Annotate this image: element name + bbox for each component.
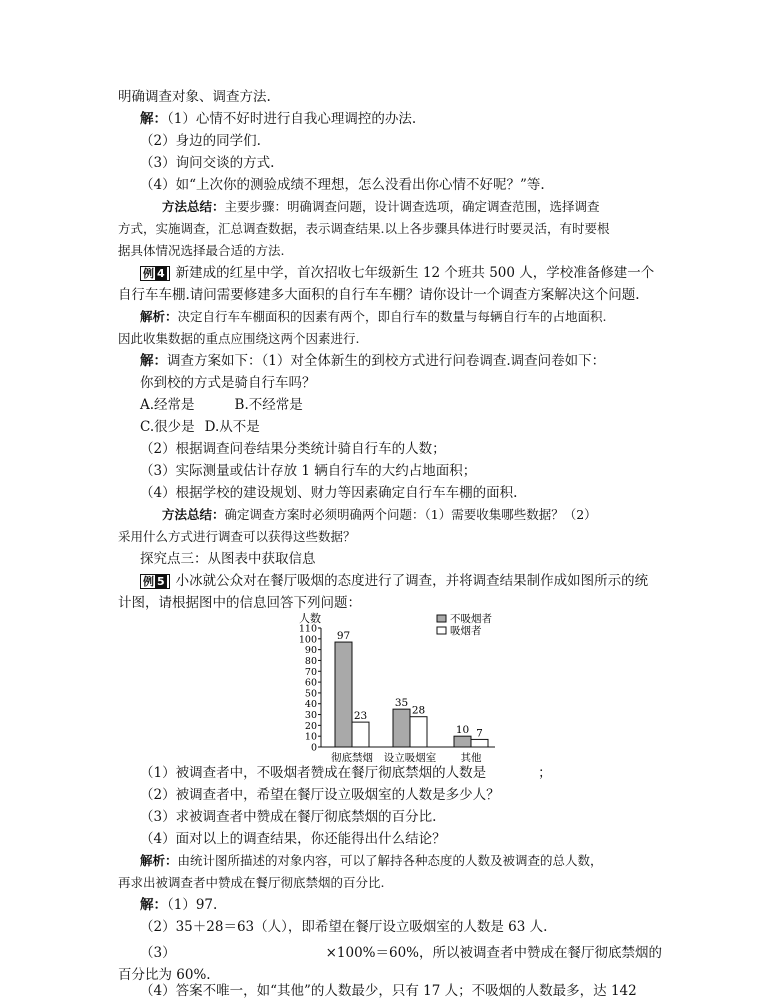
text-line: （2）根据调查问卷结果分类统计骑自行车的人数； [140,441,446,457]
solution-label: 解： [140,353,167,369]
legend-label: 吸烟者 [450,625,482,637]
option-d: D.从不是 [204,419,260,435]
bar [352,722,369,747]
example-4-line [140,264,654,282]
question-1: （1）被调查者中，不吸烟者赞成在餐厅彻底禁烟的人数是 [140,765,487,781]
bar-value-label: 35 [394,697,409,710]
example-5-tag: 例 5 [140,574,170,589]
text-line: 据具体情况选择最合适的方法. [118,243,285,258]
legend-swatch [437,615,446,622]
analysis-text: 决定自行车车棚面积的因素有两个，即自行车的数量与每辆自行车的占地面积. [177,309,607,324]
y-tick-label: 30 [304,710,317,722]
analysis-label: 解析： [140,853,178,868]
legend [437,612,492,637]
bar-chart [290,612,540,762]
bar [471,739,488,747]
text-line: 再求出被调查者中赞成在餐厅彻底禁烟的百分比. [118,875,385,890]
section-heading: 探究点三：从图表中获取信息 [140,551,316,567]
example-4-tag: 例 4 [140,266,170,281]
x-labels [331,751,482,762]
bar [393,709,410,747]
text-line: （3）实际测量或估计存放 1 辆自行车的大约占地面积； [140,463,477,479]
x-tick-label: 设立吸烟室 [383,752,437,762]
solution-text: （1）心情不好时进行自我心理调控的办法. [167,111,417,127]
bar [335,642,352,747]
option-line [140,418,260,436]
y-tick-label: 10 [304,731,317,743]
analysis-line [140,308,607,326]
solution-label: 解： [140,897,167,913]
analysis-label: 解析： [140,309,178,324]
y-tick-label: 100 [298,634,317,646]
x-tick-label: 彻底禁烟 [331,752,373,762]
text-line: 你到校的方式是骑自行车吗？ [140,375,316,391]
question-3: （3）求被调查者中赞成在餐厅彻底禁烟的百分比. [140,809,437,825]
method-summary-line [162,198,600,216]
y-tick-label: 80 [304,655,317,667]
analysis-line [140,852,603,870]
example-5-line [140,572,648,590]
bars [335,630,488,747]
text-line: （4）答案不唯一，如“其他”的人数最少，只有 17 人；不吸烟的人数最多，达 142 [140,983,637,999]
y-tick-label: 50 [304,688,317,700]
y-tick-label: 40 [304,699,317,711]
solution-line [140,896,217,914]
text-line: 明确调查对象、调查方法. [118,89,271,105]
text-line: 自行车车棚.请问需要修建多大面积的自行车车棚？请你设计一个调查方案解决这个问题. [118,287,640,303]
text-line: 百分比为 60%. [118,967,211,983]
text-line: （2）身边的同学们. [140,133,261,149]
y-axis-label: 人数 [299,612,321,625]
question-line: （1）被调查者中，不吸烟者赞成在餐厅彻底禁烟的人数是 ； [140,765,552,781]
solution-line [140,110,416,128]
option-a: A.经常是 [140,397,195,413]
text-line: （4）如“上次你的测验成绩不理想，怎么没看出你心情不好呢？”等. [140,177,545,193]
legend-label: 不吸烟者 [450,613,492,625]
method-summary-line [162,506,597,524]
solution-text: （1）97. [167,897,218,913]
option-line [140,396,303,414]
example-5-text: 小冰就公众对在餐厅吸烟的态度进行了调查，并将调查结果制作成如图所示的统 [175,573,649,589]
method-summary-label: 方法总结： [162,507,225,522]
bar-value-label: 7 [476,727,483,740]
y-ticks [299,624,321,754]
example-4-text: 新建成的红星中学，首次招收七年级新生 12 个班共 500 人，学校准备修建一个 [175,265,655,281]
legend-swatch [437,627,446,634]
text-line: 采用什么方式进行调查可以获得这些数据？ [118,529,356,544]
bar-value-label: 23 [353,710,368,723]
y-tick-label: 90 [304,645,317,657]
y-tick-label: 110 [298,623,317,635]
option-c: C.很少是 [140,419,195,435]
option-b: B.不经常是 [234,397,303,413]
question-4: （4）面对以上的调查结果，你还能得出什么结论？ [140,831,446,847]
bar-value-label: 28 [411,704,426,717]
question-2: （2）被调查者中，希望在餐厅设立吸烟室的人数是多少人？ [140,787,500,803]
solution-text: 调查方案如下：（1）对全体新生的到校方式进行问卷调查.调查问卷如下： [167,353,606,369]
bar [410,717,427,747]
y-tick-label: 60 [304,677,317,689]
text-line: 因此收集数据的重点应围绕这两个因素进行. [118,331,360,346]
solution-label: 解： [140,111,167,127]
y-tick-label: 0 [310,742,317,754]
text-line: 计图，请根据图中的信息回答下列问题： [118,595,361,611]
method-summary-text: 主要步骤：明确调查问题，设计调查选项，确定调查范围，选择调查 [224,199,600,214]
y-tick-label: 20 [304,720,317,732]
analysis-text: 由统计图所描述的对象内容，可以了解持各种态度的人数及被调查的总人数， [177,853,603,868]
bar-value-label: 97 [336,630,351,643]
text-line: （3） ×100%＝60%，所以被调查者中赞成在餐厅彻底禁烟的 [140,945,663,961]
method-summary-text: 确定调查方案时必须明确两个问题：（1）需要收集哪些数据？（2） [224,507,597,522]
bar [454,736,471,747]
bar-value-label: 10 [455,724,470,737]
text-line: （4）根据学校的建设规划、财力等因素确定自行车车棚的面积. [140,485,518,501]
method-summary-label: 方法总结： [162,199,225,214]
text-line: 方式，实施调查，汇总调查数据，表示调查结果.以上各步骤具体进行时要灵活，有时要根 [118,221,610,236]
text-line: （3）询问交谈的方式. [140,155,275,171]
x-tick-label: 其他 [460,752,482,762]
text-line: （2）35＋28＝63（人），即希望在餐厅设立吸烟室的人数是 63 人. [140,919,548,935]
y-tick-label: 70 [304,666,317,678]
solution-line [140,352,605,370]
